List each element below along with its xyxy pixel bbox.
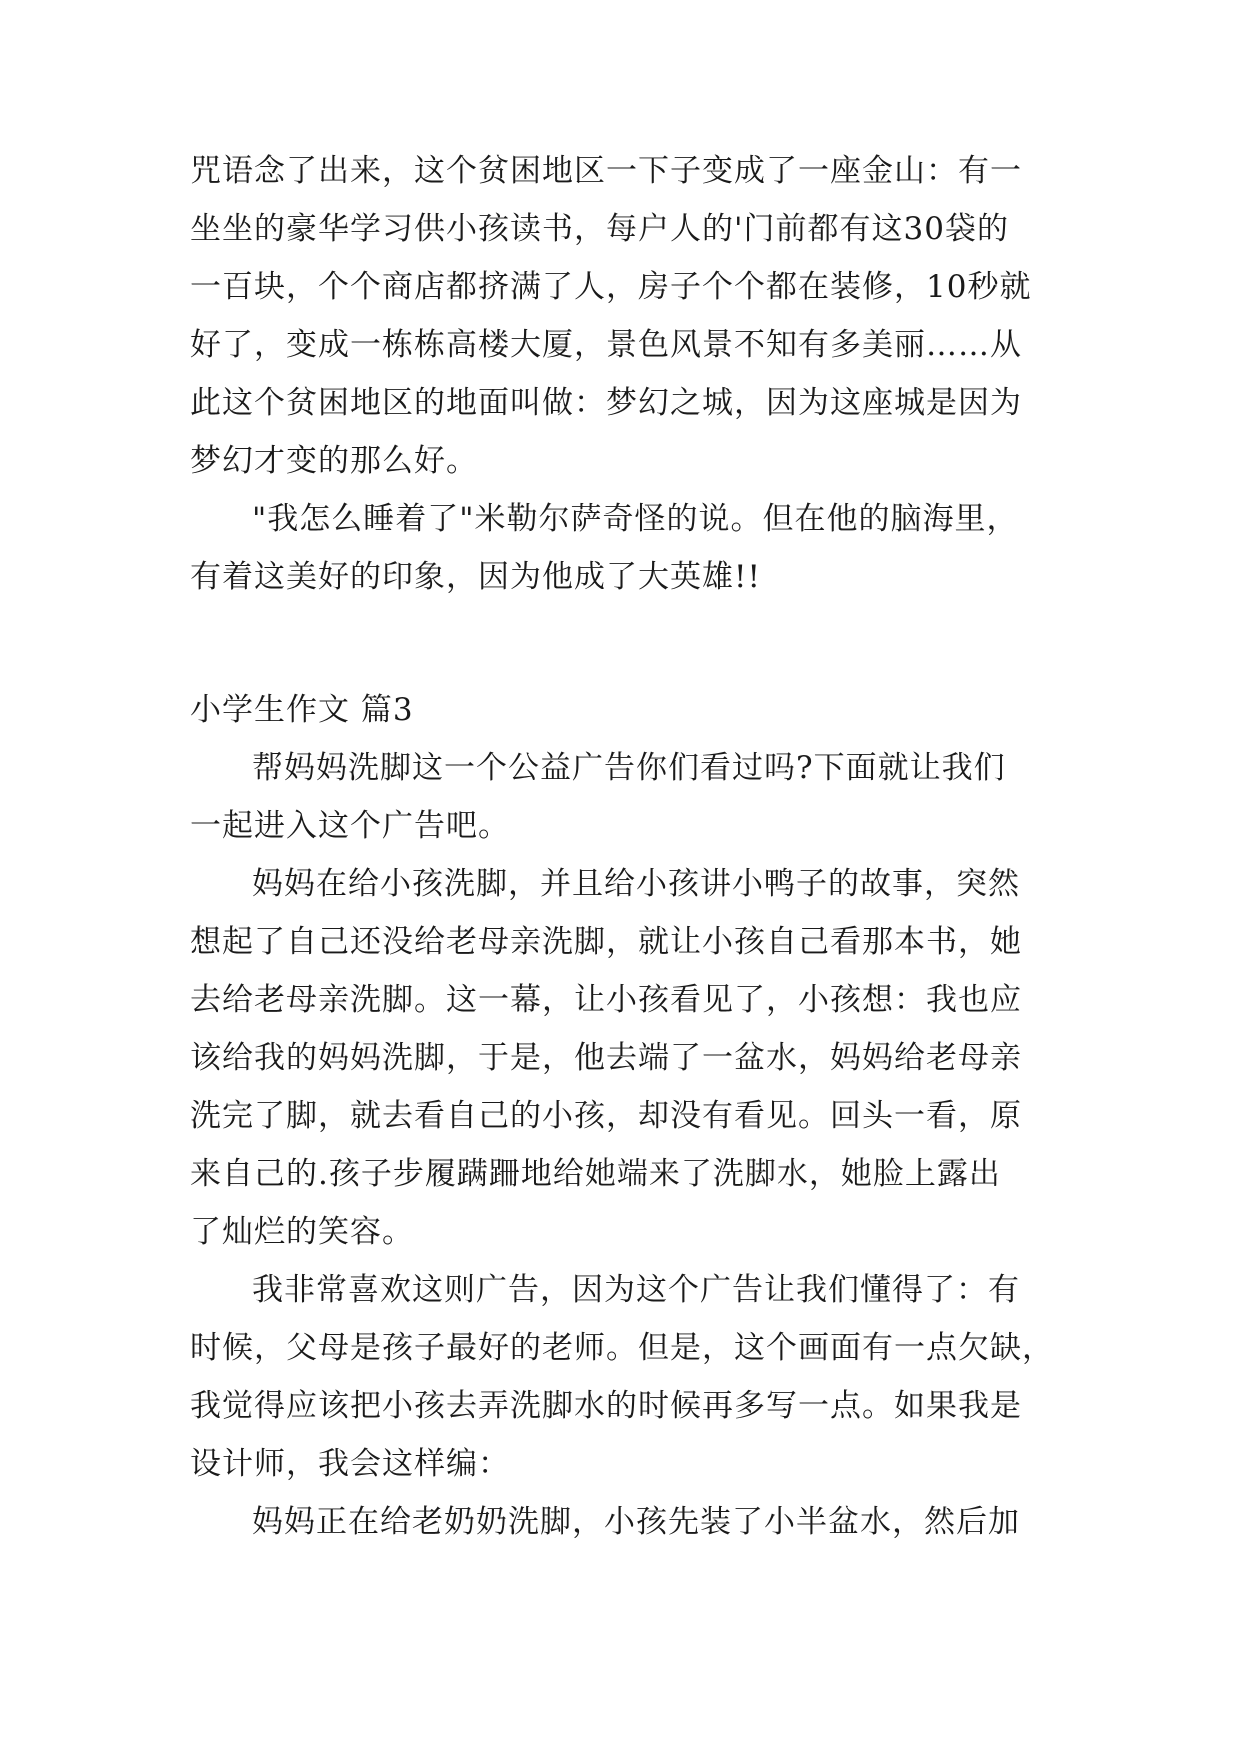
- text-line: 有着这美好的印象，因为他成了大英雄!!: [190, 559, 761, 595]
- paragraph-first-line: 妈妈正在给老奶奶洗脚，小孩先装了小半盆水，然后加: [252, 1504, 1020, 1540]
- paragraph-first-line: 妈妈在给小孩洗脚，并且给小孩讲小鸭子的故事，突然: [252, 866, 1020, 902]
- paragraph-first-line: 我非常喜欢这则广告，因为这个广告让我们懂得了：有: [252, 1272, 1020, 1308]
- text-line: 此这个贫困地区的地面叫做：梦幻之城，因为这座城是因为: [190, 385, 1022, 421]
- text-line: 时候，父母是孩子最好的老师。但是，这个画面有一点欠缺，: [190, 1330, 1054, 1366]
- text-line: 该给我的妈妈洗脚，于是，他去端了一盆水，妈妈给老母亲: [190, 1040, 1022, 1076]
- text-line: 洗完了脚，就去看自己的小孩，却没有看见。回头一看，原: [190, 1098, 1022, 1134]
- text-line: 坐坐的豪华学习供小孩读书，每户人的'门前都有这30袋的: [190, 211, 1009, 247]
- section-heading: 小学生作文 篇3: [190, 692, 414, 728]
- text-line: 去给老母亲洗脚。这一幕，让小孩看见了，小孩想：我也应: [190, 982, 1022, 1018]
- paragraph-first-line: "我怎么睡着了"米勒尔萨奇怪的说。但在他的脑海里，: [252, 501, 1019, 537]
- text-line: 来自己的.孩子步履蹒跚地给她端来了洗脚水，她脸上露出: [190, 1156, 1001, 1192]
- text-line: 我觉得应该把小孩去弄洗脚水的时候再多写一点。如果我是: [190, 1388, 1022, 1424]
- text-line: 了灿烂的笑容。: [190, 1214, 414, 1250]
- text-line: 想起了自己还没给老母亲洗脚，就让小孩自己看那本书，她: [190, 924, 1022, 960]
- text-line: 一起进入这个广告吧。: [190, 808, 510, 844]
- paragraph-first-line: 帮妈妈洗脚这一个公益广告你们看过吗?下面就让我们: [252, 750, 1006, 786]
- text-line: 设计师，我会这样编：: [190, 1446, 510, 1482]
- text-line: 梦幻才变的那么好。: [190, 443, 478, 479]
- text-line: 咒语念了出来，这个贫困地区一下子变成了一座金山：有一: [190, 153, 1022, 189]
- text-line: 好了，变成一栋栋高楼大厦，景色风景不知有多美丽……从: [190, 327, 1022, 363]
- text-line: 一百块，个个商店都挤满了人，房子个个都在装修，10秒就: [190, 269, 1032, 305]
